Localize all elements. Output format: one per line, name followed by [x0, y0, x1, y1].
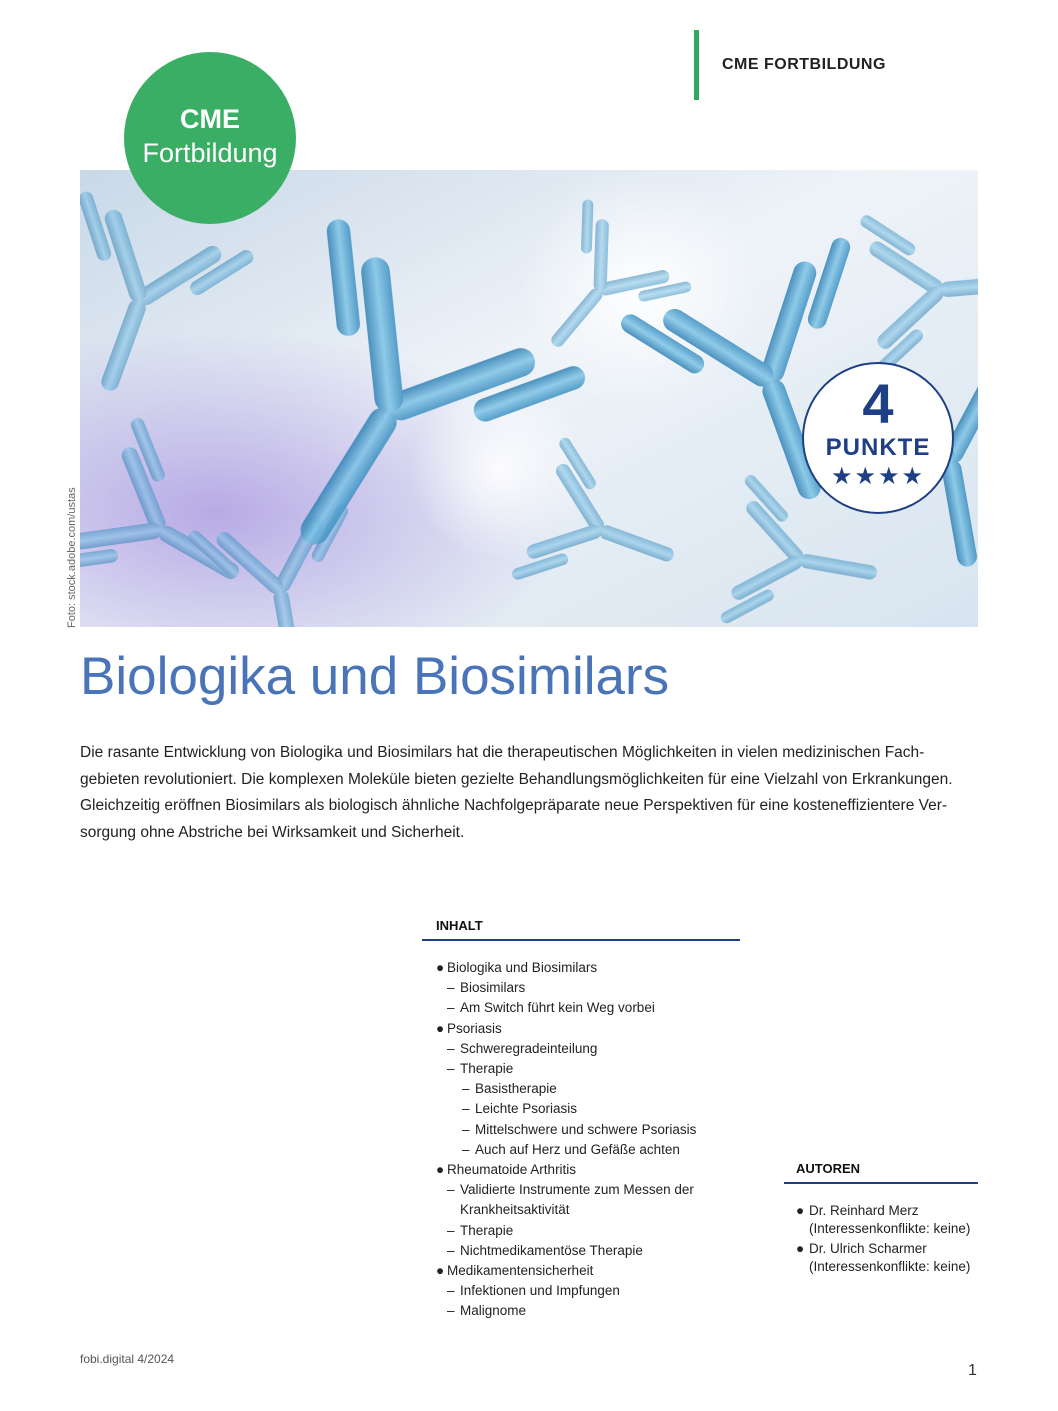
intro-line: Gleichzeitig eröffnen Biosimilars als biologisch ähnliche Nachfolgepräparate neue Perspektiven für eine kosteneffizientere Ver-: [80, 797, 948, 814]
intro-line: gebieten revolutioniert. Die komplexen Moleküle bieten gezielte Behandlungsmöglichkeiten für eine Vielzahl von Erkrankungen.: [80, 770, 953, 788]
toc-item-label: Auch auf Herz und Gefäße achten: [475, 1141, 680, 1157]
dash-icon: –: [462, 1141, 470, 1157]
bullet-icon: ●: [436, 1162, 445, 1178]
toc-item: [436, 1059, 746, 1079]
dash-icon: –: [447, 1000, 455, 1016]
toc-item: [436, 1039, 746, 1059]
authors-heading: AUTOREN: [784, 1161, 978, 1184]
bullet-icon: ●: [436, 960, 445, 975]
toc-item-label: Schweregradeinteilung: [460, 1040, 598, 1056]
toc-item: [436, 1079, 746, 1099]
dash-icon: –: [447, 1283, 455, 1299]
photo-credit: Foto: stock.adobe.com/ustas: [66, 487, 78, 628]
toc-item-label: Nichtmedikamentöse Therapie: [460, 1242, 643, 1258]
toc-item-label: Mittelschwere und schwere Psoriasis: [475, 1121, 697, 1137]
toc-item: [436, 1160, 746, 1180]
table-of-contents: [436, 958, 746, 1322]
toc-item: [436, 958, 746, 978]
cme-badge-title: CME: [180, 104, 240, 134]
footer-publication: fobi.digital 4/2024: [80, 1352, 175, 1366]
bullet-icon: ●: [796, 1203, 805, 1218]
dash-icon: –: [447, 1061, 455, 1077]
toc-item: [436, 1180, 746, 1220]
cme-badge: [124, 52, 296, 224]
dash-icon: –: [447, 1040, 455, 1056]
dash-icon: –: [462, 1081, 470, 1097]
toc-item-label: Biologika und Biosimilars: [447, 960, 598, 975]
page-number: 1: [968, 1362, 977, 1379]
points-badge: [802, 362, 954, 514]
toc-item: [436, 1241, 746, 1261]
toc-item: [436, 1301, 746, 1321]
dash-icon: –: [447, 1182, 455, 1198]
toc-item-label: Leichte Psoriasis: [475, 1101, 578, 1117]
toc-item-label: Infektionen und Impfungen: [460, 1283, 620, 1299]
bullet-icon: ●: [436, 1263, 445, 1279]
toc-item-label: Rheumatoide Arthritis: [447, 1162, 577, 1178]
toc-item: [436, 1261, 746, 1281]
toc-item-label: Medikamentensicherheit: [447, 1263, 594, 1279]
toc-item-label: Psoriasis: [447, 1020, 502, 1036]
toc-item: [436, 1120, 746, 1140]
toc-item-label: Malignome: [460, 1303, 527, 1319]
section-label: CME FORTBILDUNG: [722, 56, 886, 73]
toc-item-label: Validierte Instrumente zum Messen der Krankheitsaktivität: [460, 1182, 694, 1218]
intro-line: sorgung ohne Abstriche bei Wirksamkeit und Sicherheit.: [80, 823, 465, 841]
header-accent-bar: [694, 30, 699, 100]
bullet-icon: ●: [436, 1020, 445, 1036]
toc-item: [436, 1221, 746, 1241]
author-item: [796, 1240, 976, 1276]
dash-icon: –: [462, 1121, 470, 1137]
article-title: Biologika und Biosimilars: [80, 647, 670, 706]
article-intro: [80, 740, 978, 846]
dash-icon: –: [447, 1242, 455, 1258]
toc-item-label: Basistherapie: [475, 1081, 557, 1097]
toc-item: [436, 1099, 746, 1119]
dash-icon: –: [447, 1303, 455, 1319]
toc-heading: INHALT: [422, 918, 740, 941]
toc-item-label: Biosimilars: [460, 980, 526, 996]
cme-badge-subtitle: Fortbildung: [142, 138, 278, 168]
dash-icon: –: [447, 980, 455, 996]
author-name: Dr. Ulrich Scharmer (Interessenkonflikte: keine): [809, 1241, 971, 1274]
toc-item: [436, 978, 746, 998]
points-number: 4: [862, 372, 894, 435]
toc-item-label: Therapie: [460, 1061, 514, 1077]
intro-line: Die rasante Entwicklung von Biologika und Biosimilars hat die therapeutischen Möglichkeiten in vielen medizinischen Fach-: [80, 744, 925, 761]
dash-icon: –: [447, 1222, 455, 1238]
toc-item-label: Am Switch führt kein Weg vorbei: [460, 1000, 655, 1016]
points-label: PUNKTE: [825, 434, 931, 461]
toc-item: [436, 1281, 746, 1301]
author-name: Dr. Reinhard Merz (Interessenkonflikte: keine): [809, 1203, 971, 1236]
author-item: [796, 1202, 976, 1238]
star-icon: ★★★★: [830, 463, 926, 490]
bullet-icon: ●: [796, 1241, 805, 1256]
toc-item: [436, 1140, 746, 1160]
toc-item-label: Therapie: [460, 1222, 514, 1238]
dash-icon: –: [462, 1101, 470, 1117]
toc-item: [436, 998, 746, 1018]
toc-item: [436, 1019, 746, 1039]
authors-list: [796, 1202, 976, 1278]
